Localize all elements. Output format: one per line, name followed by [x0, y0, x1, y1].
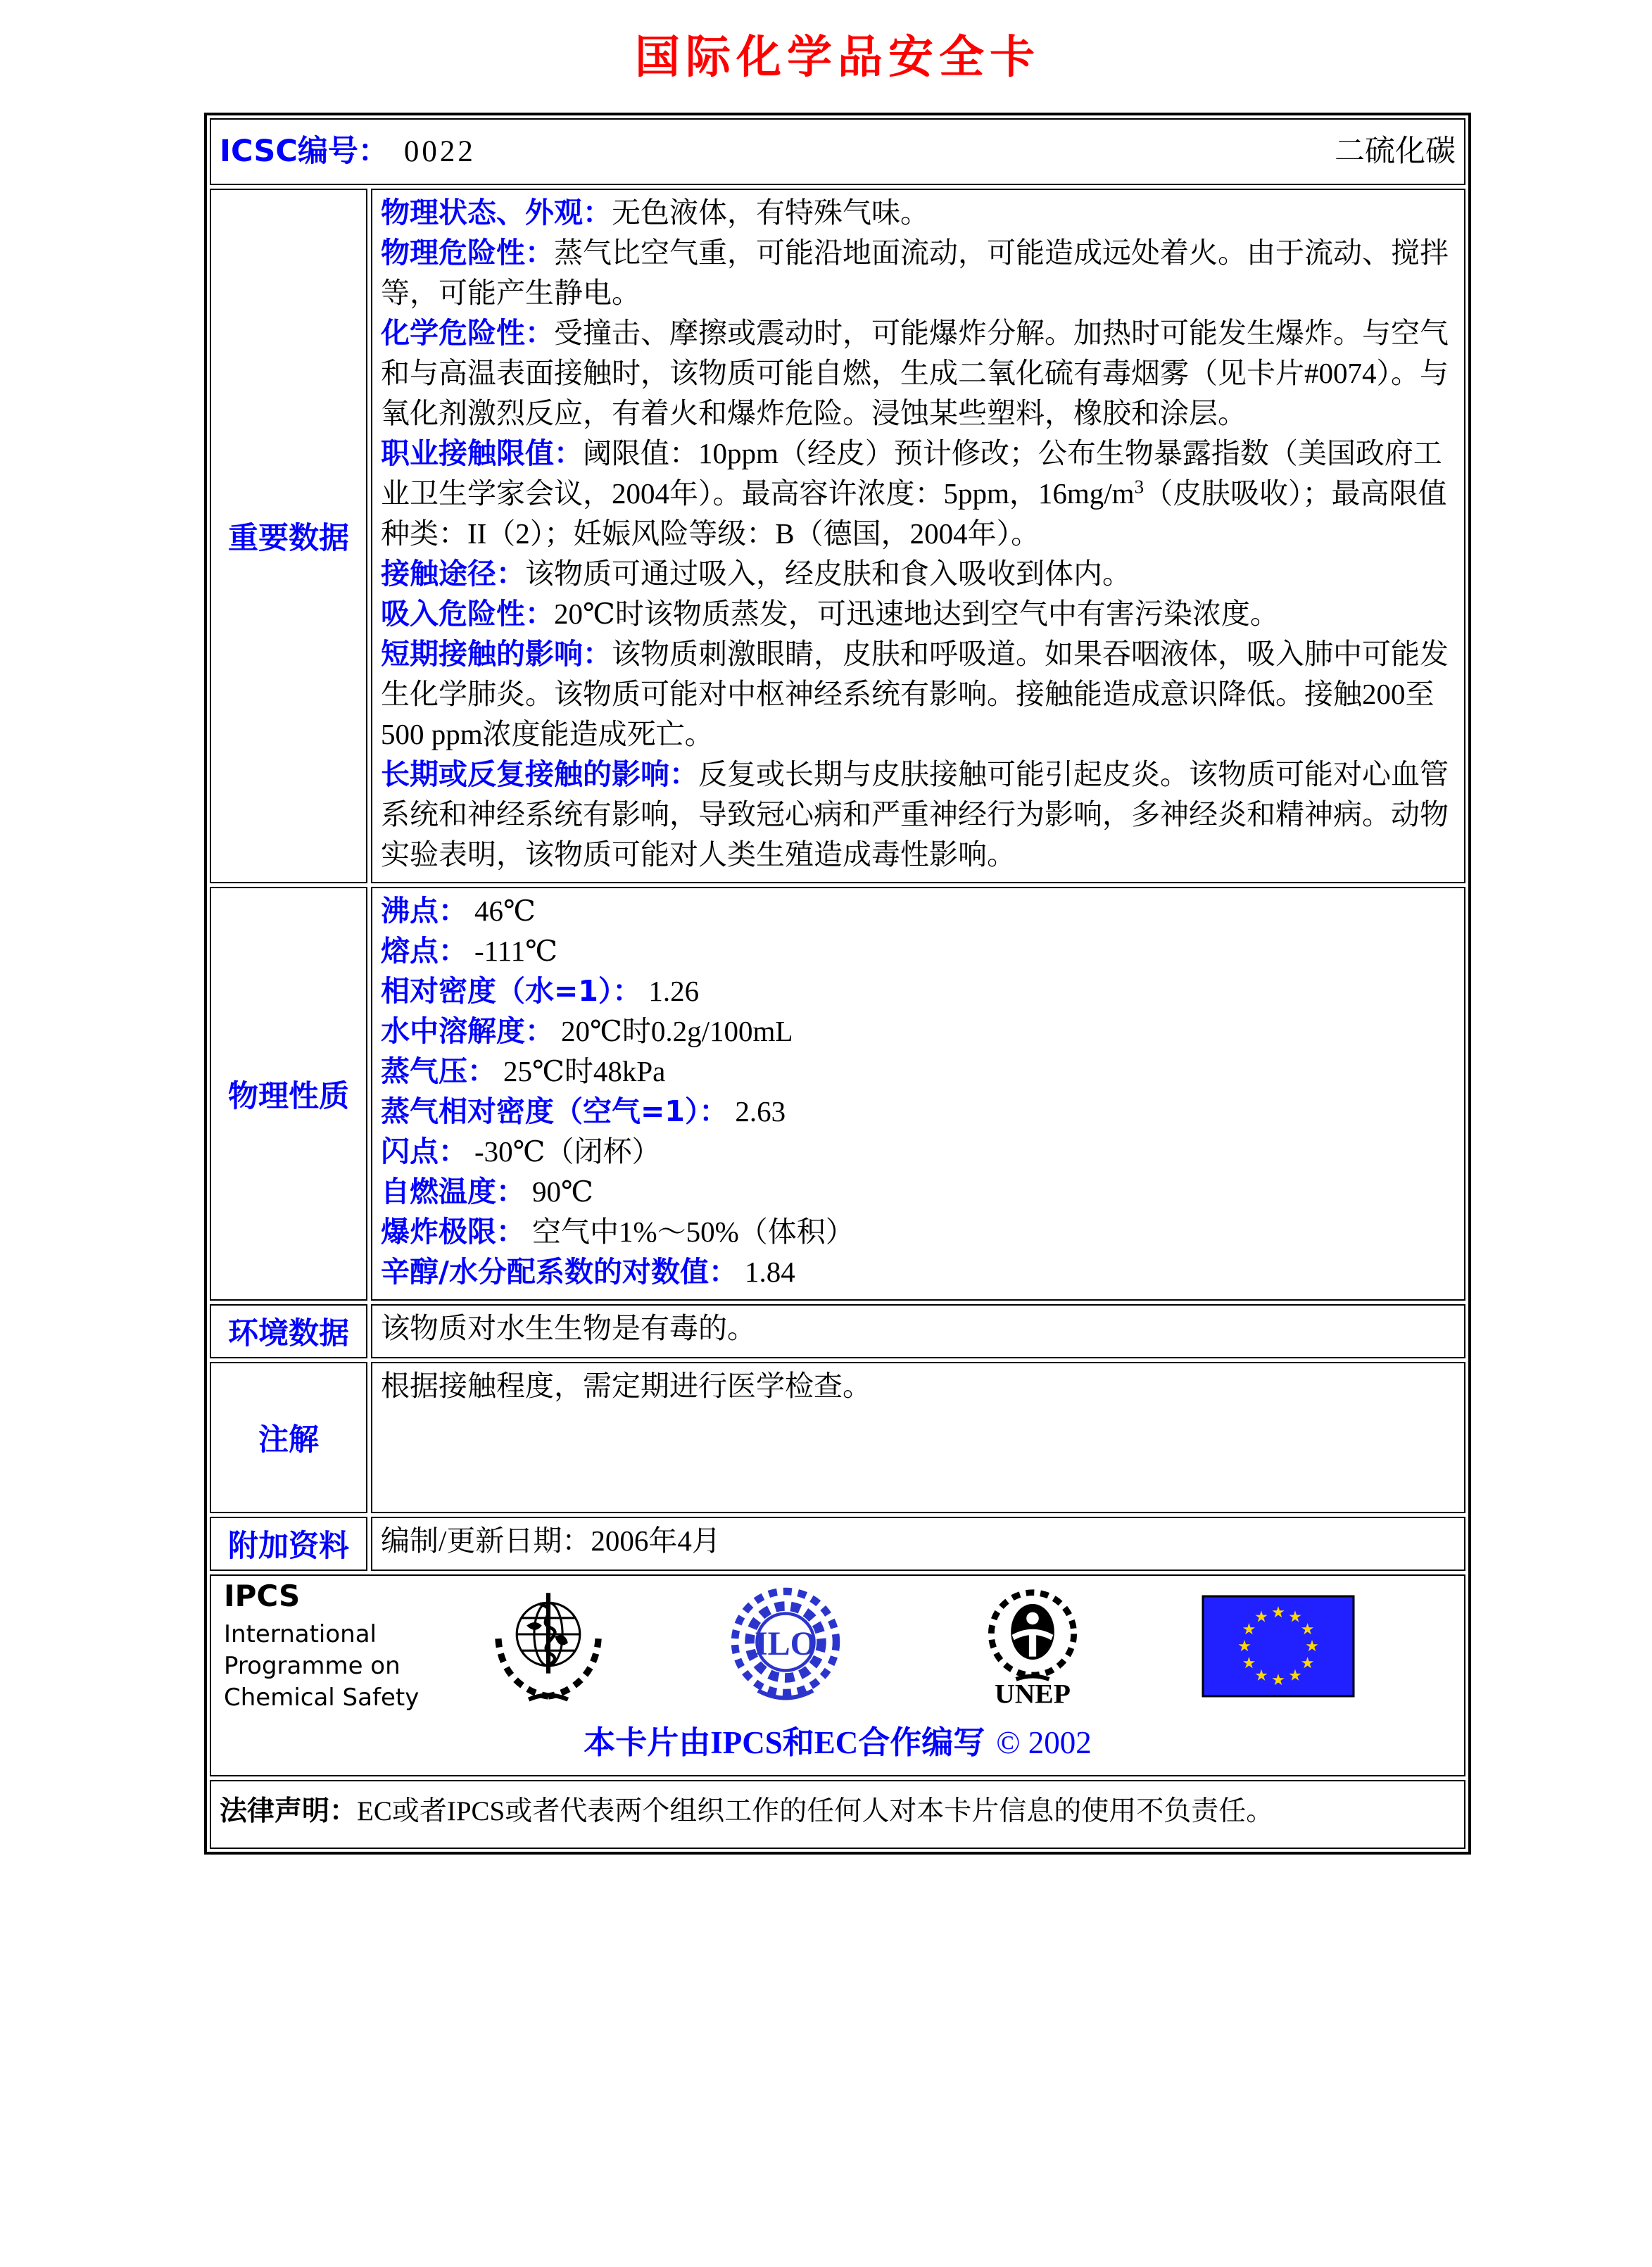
caption-text: 本卡片由IPCS和EC合作编写: [584, 1725, 985, 1760]
unep-emblem-icon: [971, 1584, 1095, 1708]
substance-name: 二硫化碳: [1335, 134, 1456, 168]
important-item-exposure-routes: [381, 554, 1456, 594]
prop-water-solubility: [381, 1011, 1456, 1052]
ipcs-title: IPCS: [224, 1579, 301, 1613]
field-text: 蒸气比空气重，可能沿地面流动，可能造成远处着火。由于流动、搅拌等，可能产生静电。: [381, 236, 1449, 309]
unep-label: UNEP: [995, 1678, 1071, 1708]
environmental-data-row: [210, 1304, 1465, 1358]
prop-value: -111℃: [474, 935, 557, 967]
section-label-additional-info: 附加资料: [210, 1517, 367, 1571]
notes-text: 根据接触程度，需定期进行医学检查。: [381, 1370, 871, 1402]
additional-info-content: [371, 1517, 1465, 1571]
prop-value: 20℃时0.2g/100mL: [561, 1015, 793, 1047]
additional-info-row: [210, 1517, 1465, 1571]
field-label: 吸入危险性：: [381, 597, 554, 631]
prop-label: 水中溶解度：: [381, 1014, 554, 1048]
logos-row: [211, 1579, 1464, 1712]
prop-value: -30℃（闭杯）: [474, 1135, 661, 1168]
field-text: 无色液体，有特殊气味。: [612, 196, 929, 229]
prop-label: 爆炸极限：: [381, 1215, 525, 1249]
prop-label: 辛醇/水分配系数的对数值：: [381, 1255, 738, 1289]
section-label-physical-properties: 物理性质: [210, 887, 367, 1301]
notes-content: [371, 1362, 1465, 1513]
environmental-data-content: [371, 1304, 1465, 1358]
prop-octanol-water-partition: [381, 1252, 1456, 1292]
important-item-short-term-effects: [381, 634, 1456, 754]
legal-section: [210, 1780, 1465, 1849]
prop-value: 90℃: [532, 1175, 593, 1208]
caption-copyright: © 2002: [996, 1725, 1092, 1760]
prop-value: 46℃: [474, 895, 536, 927]
section-label-important-data: 重要数据: [210, 189, 367, 883]
field-text: 反复或长期与皮肤接触可能引起皮炎。该物质可能对心血管系统和神经系统有影响，导致冠心病和严重神经行为影响，多神经炎和精神病。动物实验表明，该物质可能对人类生殖造成毒性影响。: [381, 758, 1449, 871]
important-item-physical-danger: [381, 233, 1456, 313]
prop-label: 熔点：: [381, 934, 467, 968]
section-label-notes: 注解: [210, 1362, 367, 1513]
field-label: 长期或反复接触的影响：: [381, 757, 698, 791]
prop-explosive-limits: [381, 1212, 1456, 1252]
ilo-emblem-icon: [721, 1587, 850, 1705]
icsc-number-value: 0022: [403, 135, 476, 168]
field-label: 短期接触的影响：: [381, 637, 612, 671]
field-text: 阈限值：10ppm（经皮）预计修改；公布生物暴露指数（美国政府工业卫生学家会议，2004年）。最高容许浓度：5ppm，16mg/m: [381, 437, 1442, 510]
field-label: 接触途径：: [381, 557, 525, 591]
important-item-occupational-limits: [381, 434, 1456, 554]
prop-value: 空气中1%～50%（体积）: [532, 1215, 855, 1248]
field-label: 化学危险性：: [381, 316, 554, 350]
prop-autoignition-temperature: [381, 1172, 1456, 1212]
prop-value: 25℃时48kPa: [503, 1055, 666, 1087]
field-text: 该物质可通过吸入，经皮肤和食入吸收到体内。: [525, 557, 1131, 590]
ipcs-subtitle: International Programme on Chemical Safety: [224, 1620, 420, 1712]
prop-value: 1.26: [648, 975, 700, 1007]
ilo-letters: ILO: [754, 1625, 817, 1662]
ipcs-text-block: [224, 1579, 439, 1714]
logos-section: [210, 1574, 1465, 1776]
icsc-number-group: [220, 134, 476, 170]
prop-value: 2.63: [735, 1095, 786, 1128]
prop-label: 闪点：: [381, 1135, 467, 1168]
legal-text: EC或者IPCS或者代表两个组织工作的任何人对本卡片信息的使用不负责任。: [357, 1796, 1274, 1826]
page: [0, 21, 1652, 1855]
who-emblem-icon: [479, 1586, 617, 1706]
cooperation-caption: [211, 1717, 1464, 1762]
prop-boiling-point: [381, 891, 1456, 931]
field-label: 物理危险性：: [381, 236, 554, 270]
field-text: 受撞击、摩擦或震动时，可能爆炸分解。加热时可能发生爆炸。与空气和与高温表面接触时，该物质可能自燃，生成二氧化硫有毒烟雾（见卡片#0074）。与氧化剂激烈反应，有着火和爆炸危险。浸蚀某些塑料，橡胶和涂层。: [381, 317, 1449, 429]
physical-properties-content: [371, 887, 1465, 1301]
field-text-after: （皮肤吸收）；最高限值种类：II（2）；妊娠风险等级：B（德国，2004年）。: [381, 477, 1447, 550]
prop-melting-point: [381, 931, 1456, 971]
icsc-card: [204, 113, 1471, 1855]
important-item-chemical-danger: [381, 313, 1456, 434]
section-label-environmental-data: 环境数据: [210, 1304, 367, 1358]
important-data-content: [371, 189, 1465, 883]
field-label: 职业接触限值：: [381, 436, 583, 470]
physical-properties-row: [210, 887, 1465, 1301]
environmental-data-text: 该物质对水生生物是有毒的。: [381, 1312, 756, 1344]
prop-value: 1.84: [744, 1256, 795, 1288]
notes-row: [210, 1362, 1465, 1513]
icsc-number-label: ICSC编号：: [220, 134, 389, 169]
prop-label: 自燃温度：: [381, 1175, 525, 1208]
prop-label: 相对密度（水=1）：: [381, 974, 642, 1008]
additional-info-text: 编制/更新日期：2006年4月: [381, 1524, 721, 1557]
prop-label: 蒸气相对密度（空气=1）：: [381, 1094, 729, 1128]
prop-flash-point: [381, 1132, 1456, 1172]
prop-label: 蒸气压：: [381, 1054, 496, 1088]
important-item-physical-state: [381, 193, 1456, 233]
prop-relative-density: [381, 971, 1456, 1011]
important-data-row: [210, 189, 1465, 883]
header-row: [210, 118, 1465, 185]
important-item-inhalation-risk: [381, 594, 1456, 634]
prop-vapor-pressure: [381, 1052, 1456, 1092]
legal-label: 法律声明：: [220, 1795, 358, 1827]
field-text: 20℃时该物质蒸发，可迅速地达到空气中有害污染浓度。: [554, 598, 1279, 630]
prop-vapor-relative-density: [381, 1092, 1456, 1132]
eu-flag-icon: [1202, 1595, 1355, 1698]
field-text: 该物质刺激眼睛，皮肤和呼吸道。如果吞咽液体，吸入肺中可能发生化学肺炎。该物质可能对中枢神经系统有影响。接触能造成意识降低。接触200至500 ppm浓度能造成死亡。: [381, 638, 1449, 750]
prop-label: 沸点：: [381, 894, 467, 928]
important-item-long-term-effects: [381, 754, 1456, 875]
superscript-3: 3: [1134, 476, 1145, 498]
field-label: 物理状态、外观：: [381, 196, 612, 229]
page-title: 国际化学品安全卡: [635, 32, 1040, 82]
